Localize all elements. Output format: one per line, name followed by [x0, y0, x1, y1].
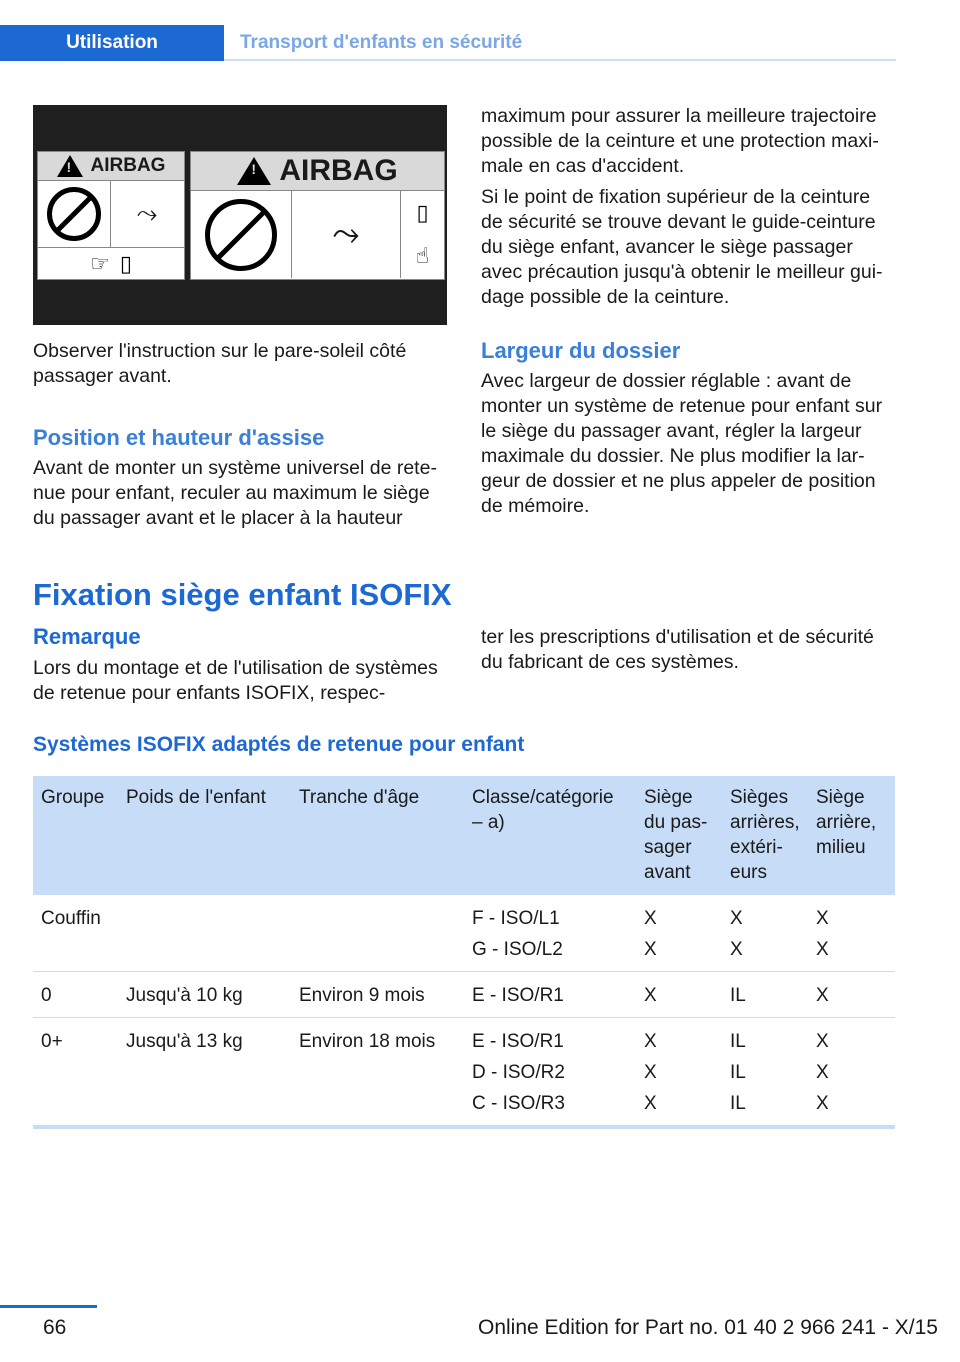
- pointing-hand-icon: ☞: [90, 250, 110, 276]
- airbag-label-small: [37, 151, 185, 280]
- col-sieges-exterieurs: Sièges arrières, extérieurs: [722, 776, 808, 895]
- cell-milieu: X X: [808, 895, 895, 972]
- remarque-paragraph-right: ter les prescriptions d'utilisation et de sécurité du fabricant de ces systèmes.: [481, 626, 874, 673]
- col-age: Tranche d'âge: [291, 776, 464, 895]
- table-row: [33, 1018, 895, 1128]
- remarque-paragraph-left: Lors du montage et de l'utilisation de systèmes de retenue pour enfants ISOFIX, respec-: [33, 657, 438, 704]
- pointing-hand-icon: ☝: [415, 243, 430, 269]
- col-poids: Poids de l'enfant: [118, 776, 291, 895]
- heading-remarque: Remarque: [33, 624, 141, 649]
- airbag-label-large-text: AIRBAG: [279, 154, 398, 187]
- heading-largeur-dossier: Largeur du dossier: [481, 338, 681, 363]
- cell-classe: F - ISO/L1 G - ISO/L2: [464, 895, 636, 972]
- col-siege-avant: Siège du passager avant: [636, 776, 722, 895]
- airbag-warning-figure: [33, 105, 447, 325]
- col-classe: Classe/catégorie – a): [464, 776, 636, 895]
- cell-groupe: 0+: [33, 1018, 118, 1128]
- cell-age: [291, 895, 464, 972]
- header-divider: [224, 59, 896, 61]
- cell-groupe: Couffin: [33, 895, 118, 972]
- cell-poids: [118, 895, 291, 972]
- cell-avant: X X: [636, 895, 722, 972]
- prohibited-rear-facing-seat-icon: [47, 187, 101, 241]
- fixation-superieure-paragraph: Si le point de fixation supérieur de la ceinture de sécurité se trouve devant le guide-ceinture du siège enfant, avancer le siège passager avec précaution jusqu'à obtenir le meilleur guidage possible de la ceinture.: [481, 186, 883, 308]
- airbag-label-small-text: AIRBAG: [90, 155, 166, 176]
- cell-classe: E - ISO/R1 D - ISO/R2 C - ISO/R3: [464, 1018, 636, 1128]
- cell-poids: Jusqu'à 13 kg: [118, 1018, 291, 1128]
- table-header-row: [33, 776, 895, 895]
- cell-exterieurs: IL IL IL: [722, 1018, 808, 1128]
- warning-triangle-icon: [237, 157, 271, 185]
- warning-triangle-icon: [57, 155, 83, 177]
- isofix-table: [33, 776, 895, 1129]
- largeur-paragraph: Avec largeur de dossier réglable : avant de monter un système de retenue pour enfant sur le siège du passager avant, régler la largeur maximale du dossier. Ne plus modifier la largeur de dossier et ne plus appeler de position de mémoire.: [481, 370, 883, 517]
- table-row: [33, 895, 895, 972]
- col-groupe: Groupe: [33, 776, 118, 895]
- heading-position-hauteur: Position et hauteur d'assise: [33, 425, 325, 450]
- footer-accent-line: [0, 1305, 97, 1308]
- header-tab-utilisation[interactable]: Utilisation: [66, 32, 158, 53]
- position-paragraph: Avant de monter un système universel de retenue pour enfant, reculer au maximum le siège du passager avant et le placer à la hauteur: [33, 457, 437, 529]
- cell-avant: X: [636, 972, 722, 1018]
- cell-milieu: X X X: [808, 1018, 895, 1128]
- prohibited-rear-facing-seat-icon: [205, 199, 277, 271]
- airbag-deploy-icon: ⤳: [332, 215, 360, 253]
- page-number: 66: [43, 1316, 67, 1339]
- cell-exterieurs: IL: [722, 972, 808, 1018]
- edition-footer: Online Edition for Part no. 01 40 2 966 241 - X/15: [478, 1316, 938, 1339]
- airbag-label-large: [190, 151, 445, 280]
- sunvisor-instruction-text: Observer l'instruction sur le pare-soleil côté passager avant.: [33, 340, 407, 387]
- col-siege-milieu: Siège arrière, milieu: [808, 776, 895, 895]
- cell-exterieurs: X X: [722, 895, 808, 972]
- heading-systemes-isofix: Systèmes ISOFIX adaptés de retenue pour enfant: [33, 733, 525, 756]
- cell-age: Environ 18 mois: [291, 1018, 464, 1128]
- trajectoire-paragraph: maximum pour assurer la meilleure trajectoire possible de la ceinture et une protection maximale en cas d'accident.: [481, 105, 879, 177]
- cell-age: Environ 9 mois: [291, 972, 464, 1018]
- cell-milieu: X: [808, 972, 895, 1018]
- airbag-deploy-icon: ⤳: [136, 198, 158, 228]
- cell-avant: X X X: [636, 1018, 722, 1128]
- header-tab-transport[interactable]: Transport d'enfants en sécurité: [240, 32, 523, 53]
- table-row: [33, 972, 895, 1018]
- book-info-icon: ▯: [119, 250, 132, 276]
- cell-classe: E - ISO/R1: [464, 972, 636, 1018]
- cell-poids: Jusqu'à 10 kg: [118, 972, 291, 1018]
- cell-groupe: 0: [33, 972, 118, 1018]
- heading-fixation-isofix: Fixation siège enfant ISOFIX: [33, 577, 452, 612]
- book-info-icon: ▯: [416, 199, 429, 225]
